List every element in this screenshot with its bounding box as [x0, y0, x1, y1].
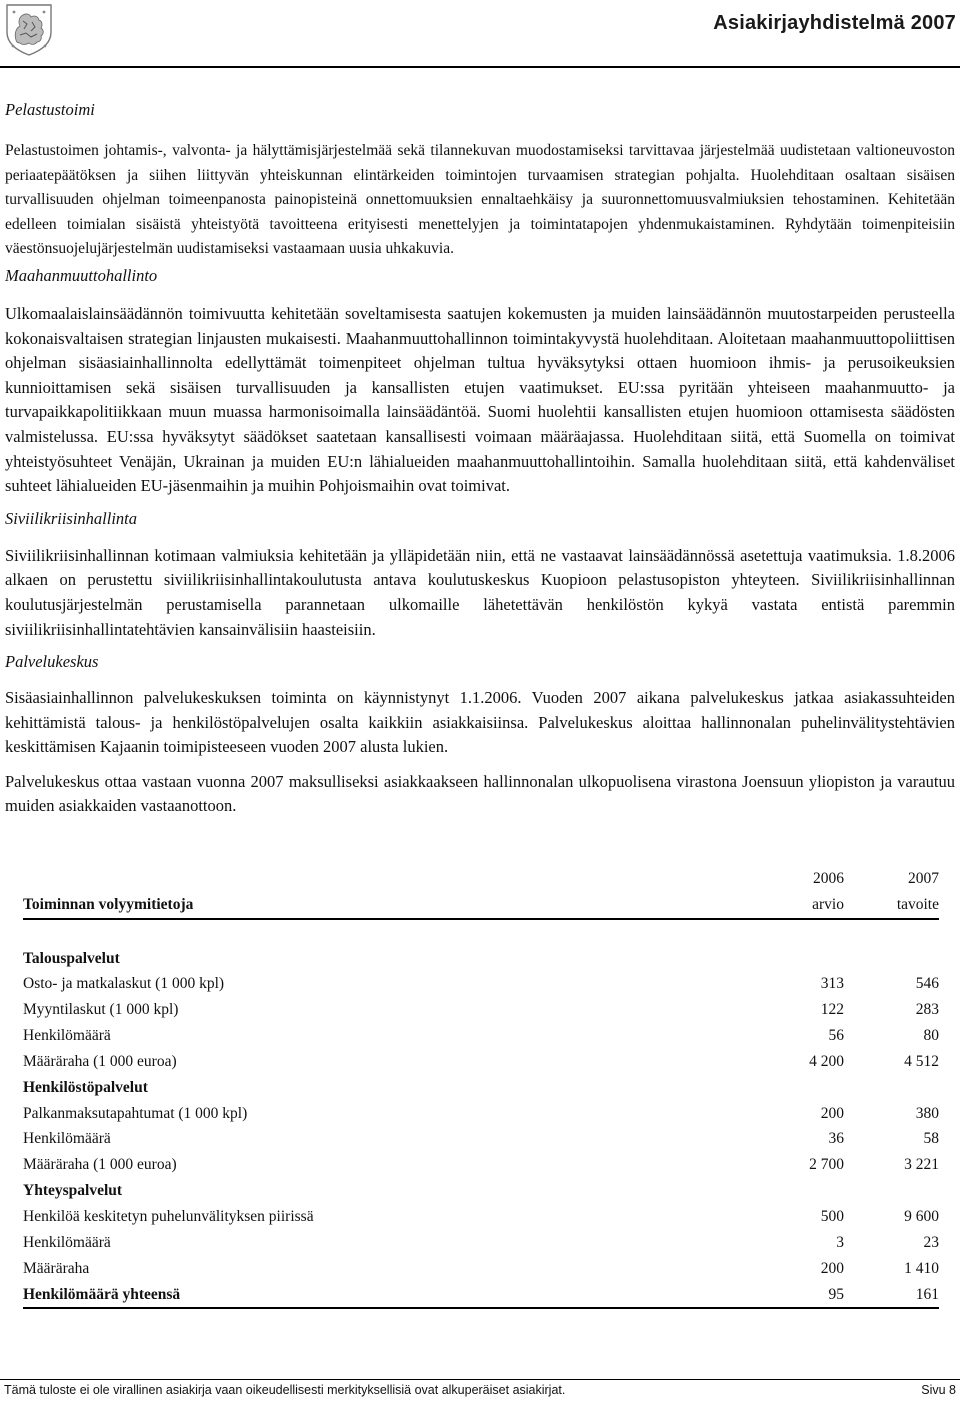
volume-statistics-table: [23, 866, 939, 1309]
table-row: [23, 1101, 939, 1127]
header-divider: [0, 66, 960, 68]
row-label: Määräraha (1 000 euroa): [23, 1156, 177, 1174]
value-2006: 200: [820, 1104, 844, 1122]
row-label: Henkilömäärä: [23, 1130, 111, 1148]
value-2007: 1 410: [904, 1259, 939, 1277]
row-label: Osto- ja matkalaskut (1 000 kpl): [23, 975, 225, 993]
value-2007: 58: [923, 1130, 939, 1148]
value-2006: [782, 1075, 844, 1101]
value-2006: 313: [820, 975, 844, 993]
table-title: Toiminnan volyymitietoja: [23, 892, 782, 919]
table-row: [23, 1152, 939, 1178]
section-paragraph: Ulkomaalaislainsäädännön toimivuutta kehitetään soveltamisesta saatujen kokemusten ja muiden lainsäädännön muutostarpeiden perusteella kokonaisvaltaisen strategian linjausten mukaisesti. Maahanmuuttohallinnon toimintakyvystä huolehditaan. Aloitetaan maahanmuuttopoliittisen ohjelman sisäasiainhallinnolta edellyttämät toimenpiteet ohjelman tultua hyväksytyksi ottaen huomioon ihmis- ja perusoikeuksien kunnioittamisen sekä sisäisen turvallisuuden ja kansallisten etujen vaatimukset. EU:ssa pyritään yhteiseen maahanmuutto- ja turvapaikkapolitiikkaan muun muassa harmonisoimalla lainsäädäntöä. Suomi huolehtii kansallisten etujen huomioon ottamisesta säädösten valmistelussa. EU:ssa hyväksytyt säädökset saatetaan kansallisesti voimaan määräajassa. Huolehditaan siitä, että Suomella on toimivat yhteistyösuhteet Venäjän, Ukrainan ja muiden EU:n lähialueiden maahanmuuttohallintoihin. Samalla huolehditaan siitä, että kahdenväliset suhteet lähialueiden EU-jäsenmaihin ja muihin Pohjoismaihin ovat toimivat.: [5, 303, 955, 496]
value-2006: 36: [828, 1130, 844, 1148]
value-2007: 9 600: [904, 1207, 939, 1225]
body-text: [5, 100, 955, 819]
value-2007: 3 221: [904, 1156, 939, 1174]
row-label: Yhteyspalvelut: [23, 1182, 123, 1200]
value-2006: 500: [820, 1207, 844, 1225]
value-2006: [782, 1178, 844, 1204]
value-2007: 161: [844, 1282, 939, 1309]
table-total-row: [23, 1282, 939, 1309]
section-heading-siviilikriisinhallinta: Siviilikriisinhallinta: [5, 508, 137, 528]
section-paragraph: Sisäasiainhallinnon palvelukeskuksen toiminta on käynnistynyt 1.1.2006. Vuoden 2007 aikana palvelukeskus jatkaa asiakassuhteiden kehittämistä talous- ja henkilöstöpalvelujen osalta kaikkiin asiakkaisiinsa. Palvelukeskus aloittaa hallinnonalan puhelinvälitystehtävien keskittämisen Kajaanin toimipisteeseen vuoden 2007 alusta lukien.: [5, 688, 955, 757]
table-row: [23, 1023, 939, 1049]
value-2006: 4 200: [809, 1052, 844, 1070]
section-paragraph: Siviilikriisinhallinnan kotimaan valmiuksia kehitetään ja ylläpidetään niin, että ne vastaavat lainsäädännössä asetettuja vaatimuksia. 1.8.2006 alkaen on perustettu siviilikriisinhallintakoulutusta antava koulutuskeskus Kuopioon pelastusopiston yhteyteen. Siviilikriisinhallinnan koulutusjärjestelmän perustamisella parannetaan ulkomaille lähetettävän henkilöstön kykyä vastata entistä paremmin siviilikriisinhallintatehtävien kansainvälisiin haasteisiin.: [5, 545, 955, 639]
value-2007: [844, 1178, 939, 1204]
value-2007: 380: [915, 1104, 939, 1122]
table-body: [23, 946, 939, 1282]
row-label: Määräraha: [23, 1259, 90, 1277]
table-row: [23, 1049, 939, 1075]
row-label: Henkilömäärä yhteensä: [23, 1282, 782, 1309]
value-2007: 23: [923, 1233, 939, 1251]
table-header-row: [23, 892, 939, 919]
value-2006: 122: [820, 1001, 844, 1019]
document-title: Asiakirjayhdistelmä 2007: [713, 12, 956, 34]
row-label: Henkilömäärä: [23, 1027, 111, 1045]
section-heading-maahanmuuttohallinto: Maahanmuuttohallinto: [5, 265, 158, 285]
page-number: Sivu 8: [921, 1383, 956, 1397]
value-2007: 4 512: [904, 1052, 939, 1070]
table-group-row: [23, 1178, 939, 1204]
footer-disclaimer: Tämä tuloste ei ole virallinen asiakirja vaan oikeudellisesti merkityksellisiä ovat alkuperäiset asiakirjat.: [4, 1383, 566, 1397]
value-2007: 80: [923, 1027, 939, 1045]
section-heading-pelastustoimi: Pelastustoimi: [5, 100, 95, 119]
page-header: [0, 0, 960, 64]
value-2006: 56: [828, 1027, 844, 1045]
table-row: [23, 997, 939, 1023]
value-2007: 546: [915, 975, 939, 993]
row-label: Määräraha (1 000 euroa): [23, 1052, 177, 1070]
table-row: [23, 1230, 939, 1256]
value-2006: [782, 946, 844, 972]
table-row: [23, 1204, 939, 1230]
section-paragraph: Palvelukeskus ottaa vastaan vuonna 2007 maksulliseksi asiakkaakseen hallinnonalan ulkopuolisena virastona Joensuun yliopiston ja varautuu muiden asiakkaiden vastaanottoon.: [5, 771, 955, 816]
footer-divider: [0, 1379, 960, 1380]
table-row: [23, 971, 939, 997]
value-2006: 2 700: [809, 1156, 844, 1174]
value-2006: 200: [820, 1259, 844, 1277]
column-subheader-2007: tavoite: [844, 892, 939, 919]
finnish-coat-of-arms-lion-icon: [4, 2, 54, 56]
row-label: Palkanmaksutapahtumat (1 000 kpl): [23, 1104, 248, 1122]
column-subheader-2006: arvio: [782, 892, 844, 919]
table-group-row: [23, 946, 939, 972]
value-2007: [844, 1075, 939, 1101]
table-row: [23, 1256, 939, 1282]
table-year-row: [23, 866, 939, 892]
column-header-2007: 2007: [908, 870, 939, 887]
row-label: Henkilömäärä: [23, 1233, 111, 1251]
value-2006: 95: [782, 1282, 844, 1309]
row-label: Henkilöä keskitetyn puhelunvälityksen piirissä: [23, 1207, 314, 1225]
value-2007: 283: [915, 1001, 939, 1019]
table-group-row: [23, 1075, 939, 1101]
table-row: [23, 1126, 939, 1152]
column-header-2006: 2006: [813, 870, 844, 887]
row-label: Myyntilaskut (1 000 kpl): [23, 1001, 179, 1019]
value-2006: 3: [836, 1233, 844, 1251]
value-2007: [844, 946, 939, 972]
section-paragraph: Pelastustoimen johtamis-, valvonta- ja hälyttämisjärjestelmää sekä tilannekuvan muodostamiseksi tarvittavaa järjestelmää uudistetaan valtioneuvoston periaatepäätöksen ja siihen liittyvän yhteiskunnan elintärkeiden toimintojen turvaamisen strategian pohjalta. Huolehditaan osaltaan sisäisen turvallisuuden ohjelman toimeenpanosta painopisteinä onnettomuuksien ennaltaehkäisy ja suuronnettomuusvalmiuksien tehostaminen. Kehitetään edelleen toimialan sisäistä yhteistyötä tavoitteena erityisesti menettelyjen ja toimintatapojen yhdenmukaistaminen. Ryhdytään toimenpiteisiin väestönsuojelujärjestelmän uudistamiseksi vastaamaan uusia uhkakuvia.: [5, 142, 955, 258]
section-heading-palvelukeskus: Palvelukeskus: [5, 652, 99, 672]
row-label: Henkilöstöpalvelut: [23, 1078, 148, 1096]
row-label: Talouspalvelut: [23, 949, 120, 967]
